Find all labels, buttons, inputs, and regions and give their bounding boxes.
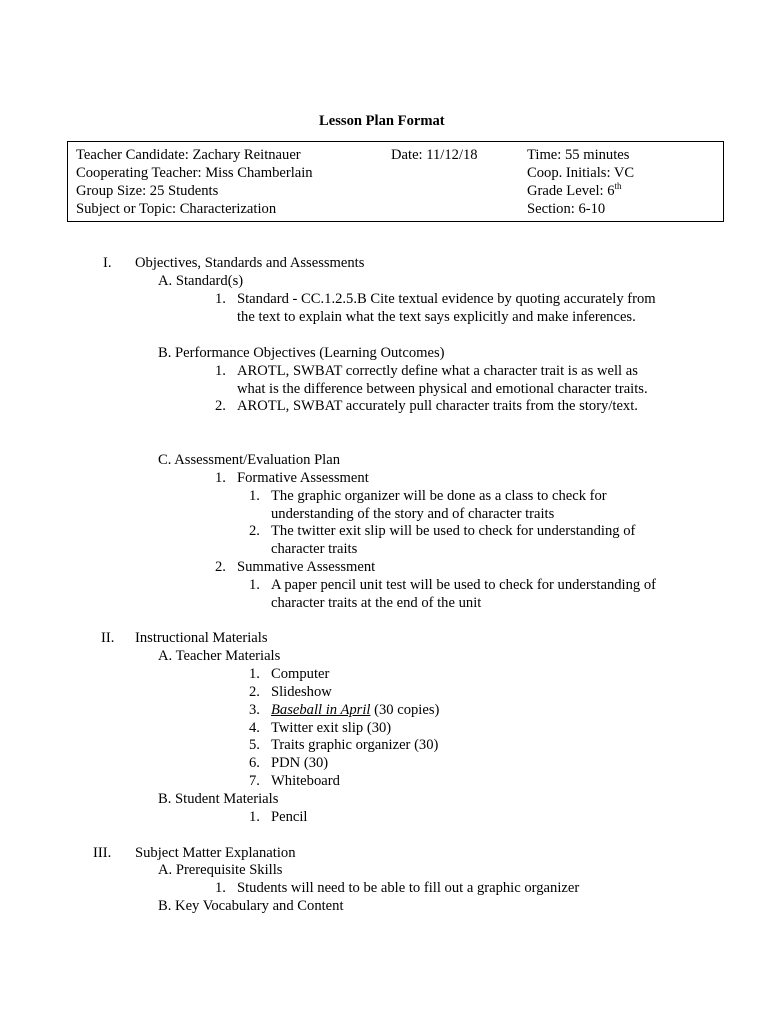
lesson-time: Time: 55 minutes bbox=[527, 147, 630, 163]
objective-1-line-2: what is the difference between physical and emotional character traits. bbox=[237, 381, 648, 397]
item-number: 2. bbox=[215, 398, 226, 414]
group-size: Group Size: 25 Students bbox=[76, 183, 219, 199]
item-number: 3. bbox=[249, 702, 260, 718]
item-number: 1. bbox=[215, 880, 226, 896]
grade-level bbox=[527, 182, 622, 200]
section-1-c: C. Assessment/Evaluation Plan bbox=[158, 452, 341, 468]
objective-1-line-1: AROTL, SWBAT correctly define what a character trait is as well as bbox=[237, 363, 638, 379]
formative-assessment: Formative Assessment bbox=[237, 470, 369, 486]
item-number: 1. bbox=[215, 291, 226, 307]
prerequisite-skill: Students will need to be able to fill out a graphic organizer bbox=[237, 880, 580, 896]
standard-line-2: the text to explain what the text says explicitly and make inferences. bbox=[237, 309, 636, 325]
section-3-number: III. bbox=[93, 845, 112, 861]
section-3-b: B. Key Vocabulary and Content bbox=[158, 898, 344, 914]
material-item: Computer bbox=[271, 666, 330, 682]
objective-2-line-1: AROTL, SWBAT accurately pull character traits from the story/text. bbox=[237, 398, 638, 414]
material-item: Traits graphic organizer (30) bbox=[271, 737, 439, 753]
item-number: 1. bbox=[249, 577, 260, 593]
section-2-a: A. Teacher Materials bbox=[158, 648, 281, 664]
material-item: PDN (30) bbox=[271, 755, 329, 771]
formative-1-line-2: understanding of the story and of character traits bbox=[271, 506, 555, 522]
student-material-item: Pencil bbox=[271, 809, 308, 825]
section-1-a: A. Standard(s) bbox=[158, 273, 244, 289]
material-item: Twitter exit slip (30) bbox=[271, 720, 392, 736]
lesson-date: Date: 11/12/18 bbox=[391, 147, 478, 163]
section-3-a: A. Prerequisite Skills bbox=[158, 862, 283, 878]
formative-2-line-2: character traits bbox=[271, 541, 358, 557]
section-2-title: Instructional Materials bbox=[135, 630, 268, 646]
material-item bbox=[271, 701, 439, 719]
coop-initials: Coop. Initials: VC bbox=[527, 165, 635, 181]
summative-1-line-2: character traits at the end of the unit bbox=[271, 595, 482, 611]
item-number: 1. bbox=[249, 488, 260, 504]
item-number: 6. bbox=[249, 755, 260, 771]
formative-2-line-1: The twitter exit slip will be used to check for understanding of bbox=[271, 523, 636, 539]
section-2-b: B. Student Materials bbox=[158, 791, 279, 807]
cooperating-teacher: Cooperating Teacher: Miss Chamberlain bbox=[76, 165, 313, 181]
material-item: Slideshow bbox=[271, 684, 332, 700]
summative-1-line-1: A paper pencil unit test will be used to check for understanding of bbox=[271, 577, 657, 593]
section-1-b: B. Performance Objectives (Learning Outcomes) bbox=[158, 345, 445, 361]
standard-line-1: Standard - CC.1.2.5.B Cite textual evidence by quoting accurately from bbox=[237, 291, 656, 307]
section-1-number: I. bbox=[103, 255, 112, 271]
grade-level-text: Grade Level: 6 bbox=[527, 183, 615, 199]
section-1-title: Objectives, Standards and Assessments bbox=[135, 255, 365, 271]
item-number: 1. bbox=[215, 470, 226, 486]
item-number: 1. bbox=[249, 809, 260, 825]
item-number: 1. bbox=[249, 666, 260, 682]
book-copies: (30 copies) bbox=[370, 702, 440, 718]
teacher-candidate: Teacher Candidate: Zachary Reitnauer bbox=[76, 147, 301, 163]
item-number: 1. bbox=[215, 363, 226, 379]
subject-topic: Subject or Topic: Characterization bbox=[76, 201, 277, 217]
summative-assessment: Summative Assessment bbox=[237, 559, 376, 575]
material-item: Whiteboard bbox=[271, 773, 340, 789]
section-3-title: Subject Matter Explanation bbox=[135, 845, 296, 861]
document-title: Lesson Plan Format bbox=[319, 113, 445, 129]
item-number: 2. bbox=[215, 559, 226, 575]
item-number: 4. bbox=[249, 720, 260, 736]
item-number: 2. bbox=[249, 523, 260, 539]
item-number: 2. bbox=[249, 684, 260, 700]
book-title: Baseball in April bbox=[271, 702, 371, 718]
section-2-number: II. bbox=[101, 630, 115, 646]
item-number: 7. bbox=[249, 773, 260, 789]
grade-level-suffix: th bbox=[614, 181, 622, 192]
item-number: 5. bbox=[249, 737, 260, 753]
section-number: Section: 6-10 bbox=[527, 201, 606, 217]
formative-1-line-1: The graphic organizer will be done as a class to check for bbox=[271, 488, 607, 504]
